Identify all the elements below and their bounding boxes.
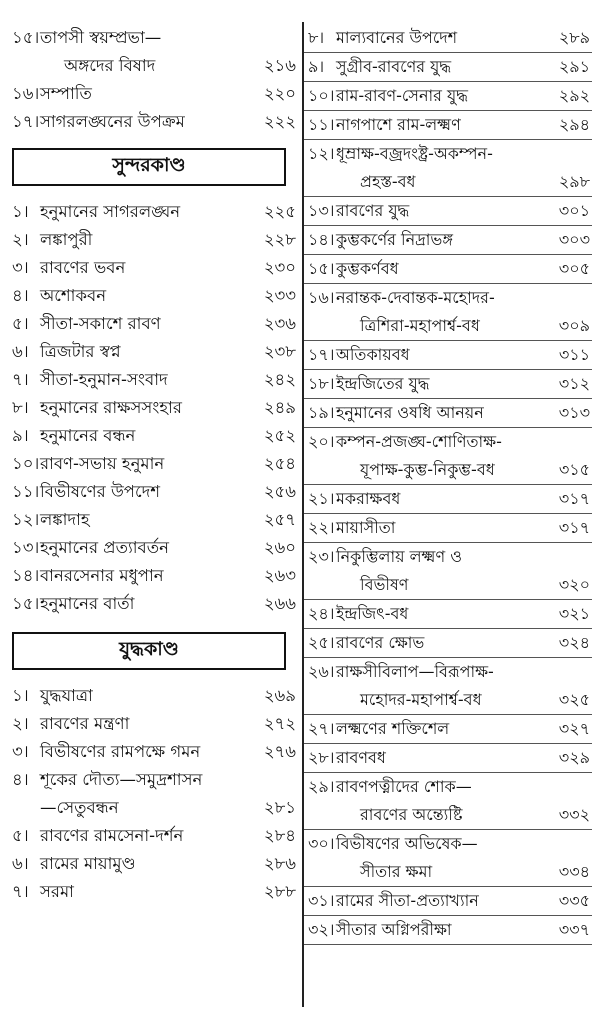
entry-number: ৬। [12,342,29,361]
toc-entry [308,773,592,829]
entry-title-continued: ত্রিশিরা-মহাপার্শ্ব-বধ [360,316,480,335]
entry-number: ২৮। [308,748,335,767]
toc-entry [308,887,592,915]
section-heading-yuddhakanda [12,632,286,670]
toc-entry [12,254,298,282]
toc-entry [308,82,592,110]
entry-page-number: ২৬০ [263,538,296,557]
entry-title: ইন্দ্রজিতের যুদ্ধ [336,374,430,393]
entry-page-number: ৩০৯ [558,316,590,335]
entry-page-number: ৩১১ [558,345,590,364]
toc-entry [12,282,298,310]
entry-number: ৮। [12,398,29,417]
entry-title: যুদ্ধযাত্রা [40,686,93,705]
right-column [308,24,592,945]
toc-entry [12,394,298,422]
toc-entry [12,534,298,562]
entry-number: ৯। [12,426,29,445]
toc-entry [12,338,298,366]
entry-page-number: ২৭৬ [263,742,296,761]
entry-page-number: ২৪২ [263,370,296,389]
entry-title: রাক্ষসীবিলাপ—বিরূপাক্ষ- [336,662,494,681]
entry-number: ১৩। [12,538,40,557]
toc-entry [12,766,298,822]
entry-number: ১০। [308,86,335,105]
entry-page-number: ৩৩২ [558,805,590,824]
entry-title: বিভীষণের অভিষেক— [336,834,478,853]
entry-number: ১৯। [308,403,335,422]
entry-title: কম্পন-প্রজঙ্ঘ-শোণিতাক্ষ- [336,432,502,451]
toc-entry [12,562,298,590]
entry-page-number: ২৫৪ [263,454,296,473]
toc-entry [308,341,592,369]
entry-title: লক্ষ্মণের শক্তিশেল [336,719,450,738]
toc-entry [308,370,592,398]
entry-page-number: ৩২৪ [558,633,590,652]
entry-page-number: ৩১২ [558,374,590,393]
entry-title: নরান্তক-দেবান্তক-মহোদর- [336,288,495,307]
entry-title: ইন্দ্রজিৎ-বধ [336,604,409,623]
entry-title-continued: সীতার ক্ষমা [360,862,433,881]
entry-title: হনুমানের ওষধি আনয়ন [336,403,484,422]
entry-page-number: ২৮৬ [263,854,296,873]
toc-entry [308,600,592,628]
entry-title: সীতার অগ্নিপরীক্ষা [336,920,452,939]
entry-page-number: ৩০৫ [558,259,590,278]
entry-page-number: ২৩০ [263,258,296,277]
entry-number: ১৫। [308,259,335,278]
entry-number: ৭। [12,370,29,389]
entry-title-continued: অঙ্গদের বিষাদ [64,56,156,75]
entry-number: ১। [12,686,29,705]
entry-title: রাবণের ক্ষোভ [336,633,425,652]
toc-entry [12,850,298,878]
toc-entry [12,682,298,710]
entry-page-number: ২৫৭ [263,510,296,529]
entry-number: ২৪। [308,604,335,623]
entry-title: রামের সীতা-প্রত্যাখ্যান [336,891,479,910]
toc-entry [12,366,298,394]
entry-number: ২৩। [308,547,335,566]
toc-entry [12,198,298,226]
entry-title: মায়াসীতা [336,518,396,537]
entry-title: রাবণপত্নীদের শোক— [336,777,472,796]
toc-entry [308,428,592,484]
toc-entry [308,197,592,225]
toc-entry [308,744,592,772]
entry-number: ২১। [308,489,335,508]
toc-entry [12,422,298,450]
entry-page-number: ৩২০ [558,575,590,594]
column-divider [302,22,304,1007]
entry-title: শূকের দৌত্য—সমুদ্রশাসন [40,770,203,789]
entry-title: তাপসী স্বয়ম্প্রভা— [40,28,162,47]
entry-title: সীতা-হনুমান-সংবাদ [40,370,168,389]
toc-entry [12,450,298,478]
entry-number: ৪। [12,770,29,789]
toc-entry [308,629,592,657]
entry-title: ত্রিজটার স্বপ্ন [40,342,121,361]
section-title: যুদ্ধকাণ্ড [119,638,179,660]
entry-group-1 [12,24,298,136]
toc-entry [308,255,592,283]
entry-number: ৪। [12,286,29,305]
toc-entry [308,830,592,886]
entry-title: রাবণের ভবন [40,258,126,277]
entry-title: সাগরলঙ্ঘনের উপক্রম [40,112,185,131]
entry-title: মাল্যবানের উপদেশ [336,28,458,47]
toc-entry [308,658,592,714]
entry-page-number: ২৯৪ [558,115,590,134]
entry-page-number: ৩১৭ [558,489,590,508]
entry-page-number: ৩২১ [558,604,590,623]
entry-title: বানরসেনার মধুপান [40,566,164,585]
entry-title-continued: যূপাক্ষ-কুম্ভ-নিকুম্ভ-বধ [360,460,495,479]
entry-title: হনুমানের রাক্ষসসংহার [40,398,182,417]
entry-page-number: ২৮৮ [263,882,296,901]
entry-number: ২২। [308,518,335,537]
entry-title: রাবণ-সভায় হনুমান [40,454,165,473]
toc-entry [12,590,298,618]
entry-number: ১১। [308,115,335,134]
entry-page-number: ৩১৩ [558,403,590,422]
entry-number: ৯। [308,57,325,76]
entry-page-number: ২৬৯ [263,686,296,705]
entry-title: হনুমানের প্রত্যাবর্তন [40,538,169,557]
entry-page-number: ২৩৮ [263,342,296,361]
entry-title: বিভীষণের রামপক্ষে গমন [40,742,201,761]
entry-page-number: ৩২৭ [558,719,590,738]
entry-number: ১২। [308,144,335,163]
toc-entry [12,878,298,906]
entry-title: নিকুম্ভিলায় লক্ষ্মণ ও [336,547,462,566]
entry-page-number: ২৭২ [263,714,296,733]
entry-title: রামের মায়ামুণ্ড [40,854,136,873]
entry-number: ১৭। [308,345,335,364]
entry-title-continued: প্রহস্ত-বধ [360,172,416,191]
entry-number: ২৯। [308,777,335,796]
toc-entry [308,543,592,599]
entry-title: রাবণবধ [336,748,386,767]
entry-number: ৩১। [308,891,335,910]
entry-number: ৩০। [308,834,335,853]
entry-page-number: ২২২ [263,112,296,131]
entry-number: ১। [12,202,29,221]
entry-title: রাবণের মন্ত্রণা [40,714,130,733]
entry-page-number: ৩৩৪ [558,862,590,881]
entry-number: ২৫। [308,633,335,652]
toc-entry [308,53,592,81]
toc-entry [12,822,298,850]
entry-number: ১৬। [12,84,40,103]
entry-title: সম্পাতি [40,84,92,103]
entry-page-number: ২২০ [263,84,296,103]
entry-title: লঙ্কাদাহ [40,510,90,529]
entry-title: কুম্ভকর্ণবধ [336,259,399,278]
entry-page-number: ২২৫ [263,202,296,221]
entry-page-number: ২১৬ [263,56,296,75]
entry-page-number: ২৮৪ [263,826,296,845]
entry-title: অতিকায়বধ [336,345,410,364]
entry-page-number: ৩০১ [558,201,590,220]
entry-number: ১৫। [12,594,40,613]
entry-title: নাগপাশে রাম-লক্ষ্মণ [336,115,461,134]
entry-page-number: ২৫২ [263,426,296,445]
entry-title-continued: রাবণের অন্ত্যেষ্টি [360,805,463,824]
toc-entry [12,80,298,108]
entry-number: ১০। [12,454,40,473]
entry-page-number: ২৪৯ [263,398,296,417]
toc-entry [308,226,592,254]
entry-number: ১২। [12,510,40,529]
entry-number: ৫। [12,826,29,845]
entry-number: ১৬। [308,288,335,307]
entry-page-number: ২৯২ [558,86,590,105]
entry-page-number: ৩০৩ [558,230,590,249]
toc-entry [308,514,592,542]
entry-number: ৩। [12,258,29,277]
entry-page-number: ২৬৩ [263,566,296,585]
entry-page-number: ৩২৯ [558,748,590,767]
toc-entry [12,226,298,254]
entry-number: ২৬। [308,662,335,681]
entry-page-number: ২৬৬ [263,594,296,613]
entry-title: হনুমানের সাগরলঙ্ঘন [40,202,181,221]
toc-entry [12,738,298,766]
entry-page-number: ৩১৫ [558,460,590,479]
entry-page-number: ৩৩৫ [558,891,590,910]
toc-entry [308,715,592,743]
toc-entry [308,111,592,139]
entry-title: হনুমানের বন্ধন [40,426,136,445]
entry-number: ২৭। [308,719,335,738]
entry-page-number: ২২৮ [263,230,296,249]
row-rule [304,944,592,945]
entry-number: ৮। [308,28,325,47]
entry-title: লঙ্কাপুরী [40,230,93,249]
entry-number: ১৪। [12,566,40,585]
entry-title: মকরাক্ষবধ [336,489,401,508]
toc-entry [12,506,298,534]
entry-title: হনুমানের বার্তা [40,594,135,613]
toc-entry [12,710,298,738]
entry-group-2 [12,198,298,618]
entry-title: রাবণের যুদ্ধ [336,201,410,220]
entry-title: রাবণের রামসেনা-দর্শন [40,826,184,845]
entry-title-continued: মহোদর-মহাপার্শ্ব-বধ [360,690,482,709]
toc-entry [12,108,298,136]
entry-page-number: ২৮১ [263,798,296,817]
entry-page-number: ২৯৮ [558,172,590,191]
entry-page-number: ৩১৭ [558,518,590,537]
entry-title: সুগ্রীব-রাবণের যুদ্ধ [336,57,452,76]
toc-entry [12,24,298,80]
entry-title: কুম্ভকর্ণের নিদ্রাভঙ্গ [336,230,453,249]
entry-title: ধূম্রাক্ষ-বজ্রদংষ্ট্র-অকম্পন- [336,144,493,163]
entry-number: ৩। [12,742,29,761]
entry-page-number: ২৫৬ [263,482,296,501]
entry-number: ৭। [12,882,29,901]
entry-number: ১৪। [308,230,335,249]
entry-number: ১১। [12,482,40,501]
entry-page-number: ৩২৫ [558,690,590,709]
toc-entry [308,916,592,944]
entry-number: ২। [12,714,29,733]
entry-number: ২০। [308,432,335,451]
entry-title: বিভীষণের উপদেশ [40,482,161,501]
toc-entry [308,485,592,513]
section-heading-sundarakanda [12,148,286,186]
left-column [12,24,298,906]
entry-page-number: ২৩৬ [263,314,296,333]
entry-number: ৫। [12,314,29,333]
entry-number: ৬। [12,854,29,873]
entry-number: ১৭। [12,112,40,131]
entry-title: অশোকবন [40,286,107,305]
toc-entry [12,478,298,506]
toc-entry [12,310,298,338]
entry-title: রাম-রাবণ-সেনার যুদ্ধ [336,86,468,105]
toc-entry [308,140,592,196]
toc-entry [308,284,592,340]
section-title: সুন্দরকাণ্ড [112,154,186,176]
entry-number: ৩২। [308,920,335,939]
toc-entry [308,399,592,427]
entry-number: ১৮। [308,374,335,393]
entry-title-continued: —সেতুবন্ধন [40,798,119,817]
entry-number: ১৩। [308,201,335,220]
entry-page-number: ২৮৯ [558,28,590,47]
toc-entry [308,24,592,52]
entry-page-number: ২৯১ [558,57,590,76]
entry-group-3 [12,682,298,906]
entry-page-number: ৩৩৭ [558,920,590,939]
entry-number: ১৫। [12,28,40,47]
entry-title: সরমা [40,882,74,901]
entry-page-number: ২৩৩ [263,286,296,305]
entry-title-continued: বিভীষণ [360,575,409,594]
entry-number: ২। [12,230,29,249]
entry-title: সীতা-সকাশে রাবণ [40,314,161,333]
